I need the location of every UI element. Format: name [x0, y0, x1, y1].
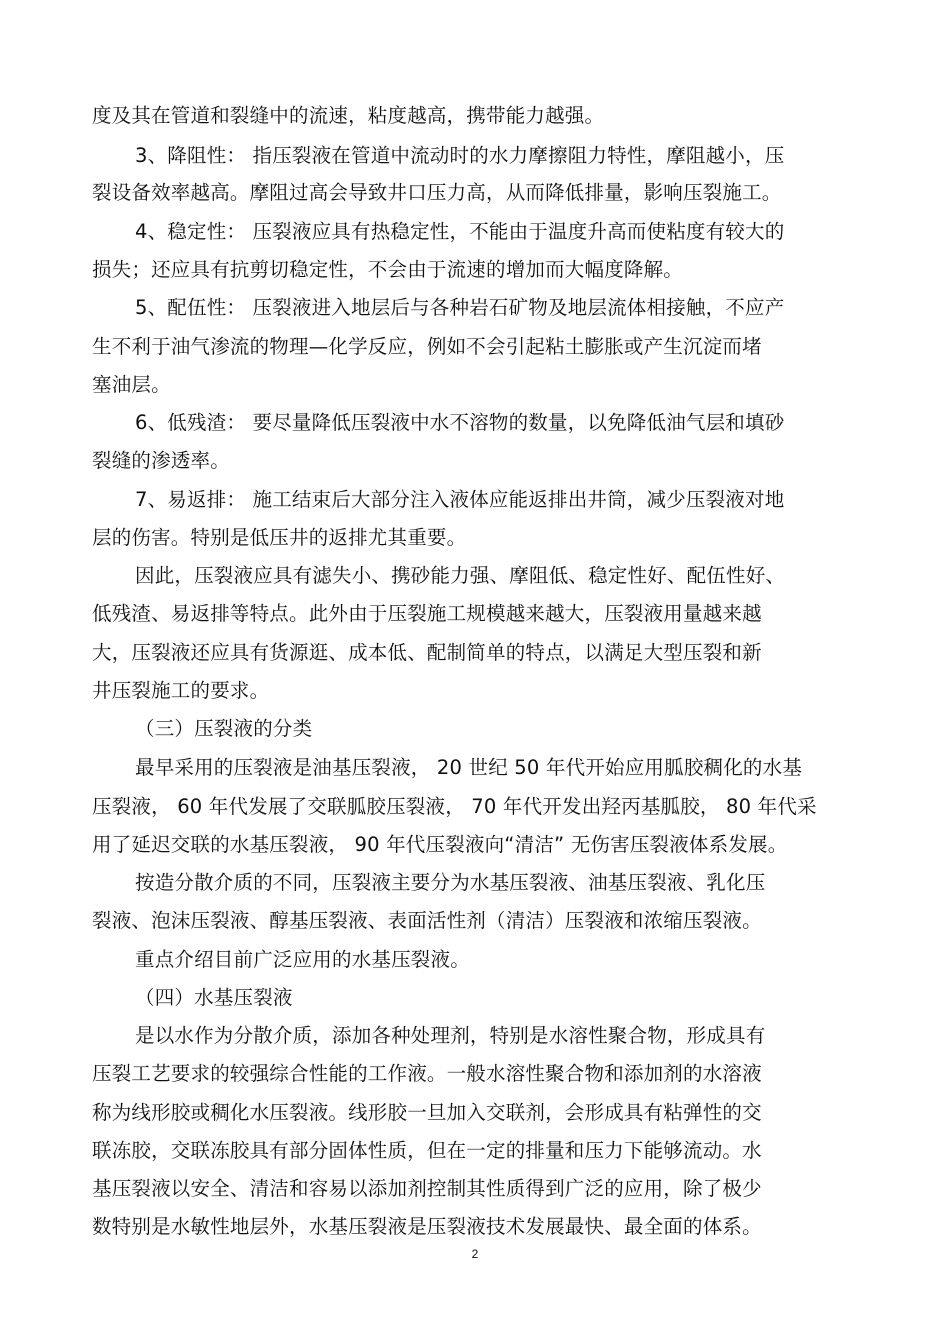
text-line: 压裂液， 60 年代发展了交联胍胶压裂液， 70 年代开发出羟丙基胍胶， 80 年代采: [92, 795, 817, 818]
text-line: 裂液、泡沫压裂液、醇基压裂液、表面活性剂（清洁）压裂液和浓缩压裂液。: [92, 909, 762, 932]
page-number: 2: [471, 1247, 479, 1261]
text-line: 称为线形胶或稠化水压裂液。线形胶一旦加入交联剂，会形成具有粘弹性的交: [92, 1101, 762, 1124]
text-line: 裂缝的渗透率。: [92, 449, 230, 472]
text-line: 最早采用的压裂液是油基压裂液， 20 世纪 50 年代开始应用胍胶稠化的水基: [135, 756, 803, 779]
text-line: 压裂工艺要求的较强综合性能的工作液。一般水溶性聚合物和添加剂的水溶液: [92, 1062, 762, 1085]
text-line: 3、降阻性： 指压裂液在管道中流动时的水力摩擦阻力特性，摩阻越小，压: [135, 144, 785, 167]
text-line: 因此，压裂液应具有滤失小、携砂能力强、摩阻低、稳定性好、配伍性好、: [135, 564, 786, 587]
text-line: 用了延迟交联的水基压裂液， 90 年代压裂液向“清洁” 无伤害压裂液体系发展。: [92, 833, 788, 856]
text-line: 重点介绍目前广泛应用的水基压裂液。: [135, 948, 470, 971]
text-line: 生不利于油气渗流的物理—化学反应，例如不会引起粘土膨胀或产生沉淀而堵: [92, 335, 762, 358]
text-line: 损失；还应具有抗剪切稳定性，不会由于流速的增加而大幅度降解。: [92, 258, 684, 281]
text-line: 7、易返排： 施工结束后大部分注入液体应能返排出井筒，减少压裂液对地: [135, 488, 785, 511]
text-line: 5、配伍性： 压裂液进入地层后与各种岩石矿物及地层流体相接触，不应产: [135, 296, 785, 319]
text-line: 数特别是水敏性地层外，水基压裂液是压裂液技术发展最快、最全面的体系。: [92, 1215, 762, 1238]
text-line: 层的伤害。特别是低压井的返排尤其重要。: [92, 526, 467, 549]
text-line: 基压裂液以安全、清洁和容易以添加剂控制其性质得到广泛的应用，除了极少: [92, 1177, 762, 1200]
text-line: 井压裂施工的要求。: [92, 679, 270, 702]
text-line: 低残渣、易返排等特点。此外由于压裂施工规模越来越大，压裂液用量越来越: [92, 602, 762, 625]
text-line: 是以水作为分散介质，添加各种处理剂，特别是水溶性聚合物，形成具有: [135, 1024, 766, 1047]
text-line: 按造分散介质的不同，压裂液主要分为水基压裂液、油基压裂液、乳化压: [135, 871, 766, 894]
text-line: 4、稳定性： 压裂液应具有热稳定性，不能由于温度升高而使粘度有较大的: [135, 220, 785, 243]
section-heading: （四）水基压裂液: [135, 986, 293, 1009]
section-heading: （三）压裂液的分类: [135, 717, 313, 740]
text-line: 裂设备效率越高。摩阻过高会导致井口压力高，从而降低排量，影响压裂施工。: [92, 181, 782, 204]
text-line: 塞油层。: [92, 373, 171, 396]
text-line: 度及其在管道和裂缝中的流速，粘度越高，携带能力越强。: [92, 104, 605, 127]
text-line: 联冻胶，交联冻胶具有部分固体性质，但在一定的排量和压力下能够流动。水: [92, 1139, 762, 1162]
text-line: 6、低残渣： 要尽量降低压裂液中水不溶物的数量，以免降低油气层和填砂: [135, 411, 785, 434]
text-line: 大，压裂液还应具有货源逛、成本低、配制简单的特点，以满足大型压裂和新: [92, 641, 762, 664]
